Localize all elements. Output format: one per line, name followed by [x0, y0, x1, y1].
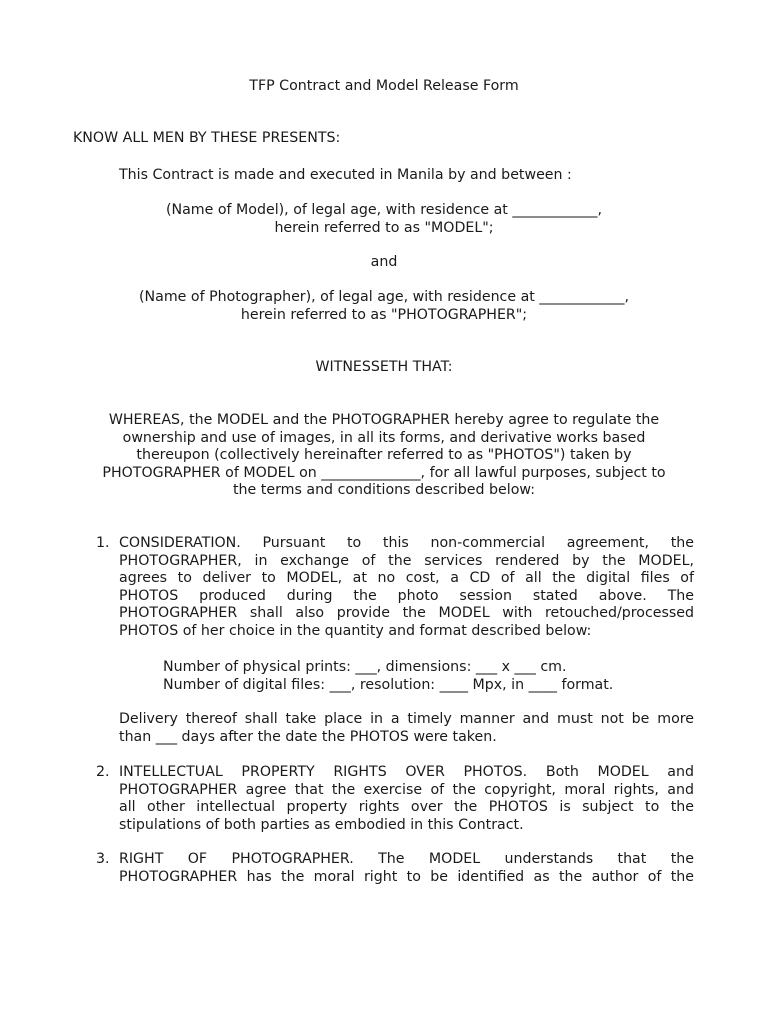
and-line: and	[370, 254, 398, 270]
clause-2-line: PHOTOGRAPHER agree that the exercise of the copyright, moral rights, and	[119, 781, 694, 798]
clause-1-line: PHOTOS produced during the photo session stated above. The	[119, 587, 694, 604]
photographer-party-line-2: herein referred to as "PHOTOGRAPHER";	[240, 306, 528, 323]
clause-1-line: agrees to deliver to MODEL, at no cost, a CD of all the digital files of	[119, 570, 694, 586]
clause-2-line: INTELLECTUAL PROPERTY RIGHTS OVER PHOTOS. Both MODEL and	[119, 764, 694, 780]
clause-2-line: all other intellectual property rights over the PHOTOS is subject to the	[119, 799, 694, 815]
whereas-line: the terms and conditions described below:	[232, 482, 535, 498]
delivery-line: than ___ days after the date the PHOTOS were taken.	[119, 728, 497, 745]
document-title: TFP Contract and Model Release Form	[249, 78, 519, 94]
whereas-line: thereupon (collectively hereinafter referred to as "PHOTOS") taken by	[136, 447, 632, 463]
clause-1-line: PHOTOS of her choice in the quantity and format described below:	[119, 622, 592, 639]
clause-1-number: 1.	[96, 535, 110, 551]
witnesseth-heading: WITNESSETH THAT:	[315, 359, 453, 375]
delivery-line: Delivery thereof shall take place in a timely manner and must not be more	[119, 711, 694, 727]
clause-3-number: 3.	[96, 851, 110, 867]
clause-3-line: PHOTOGRAPHER has the moral right to be identified as the author of the	[119, 868, 694, 885]
whereas-line: PHOTOGRAPHER of MODEL on ______________, for all lawful purposes, subject to	[102, 464, 666, 481]
clause-2-number: 2.	[96, 764, 110, 780]
clause-2-line: stipulations of both parties as embodied in this Contract.	[119, 816, 524, 833]
contract-made-line: This Contract is made and executed in Manila by and between :	[119, 167, 572, 183]
clause-1-line: CONSIDERATION. Pursuant to this non-commercial agreement, the	[119, 535, 694, 551]
clause-3-line: RIGHT OF PHOTOGRAPHER. The MODEL understands that the	[119, 851, 694, 867]
clause-1-line: PHOTOGRAPHER, in exchange of the services rendered by the MODEL,	[119, 552, 694, 569]
whereas-line: ownership and use of images, in all its forms, and derivative works based	[122, 429, 646, 446]
whereas-line: WHEREAS, the MODEL and the PHOTOGRAPHER hereby agree to regulate the	[108, 412, 660, 428]
photographer-party-line-1: (Name of Photographer), of legal age, with residence at ____________,	[138, 289, 630, 305]
model-party-line-1: (Name of Model), of legal age, with residence at ____________,	[165, 202, 603, 218]
know-all-men-heading: KNOW ALL MEN BY THESE PRESENTS:	[73, 130, 341, 146]
digital-files-line: Number of digital files: ___, resolution: ____ Mpx, in ____ format.	[163, 676, 614, 693]
physical-prints-line: Number of physical prints: ___, dimensions: ___ x ___ cm.	[163, 659, 567, 675]
clause-1-line: PHOTOGRAPHER shall also provide the MODEL with retouched/processed	[119, 605, 694, 621]
model-party-line-2: herein referred to as "MODEL";	[274, 219, 494, 236]
